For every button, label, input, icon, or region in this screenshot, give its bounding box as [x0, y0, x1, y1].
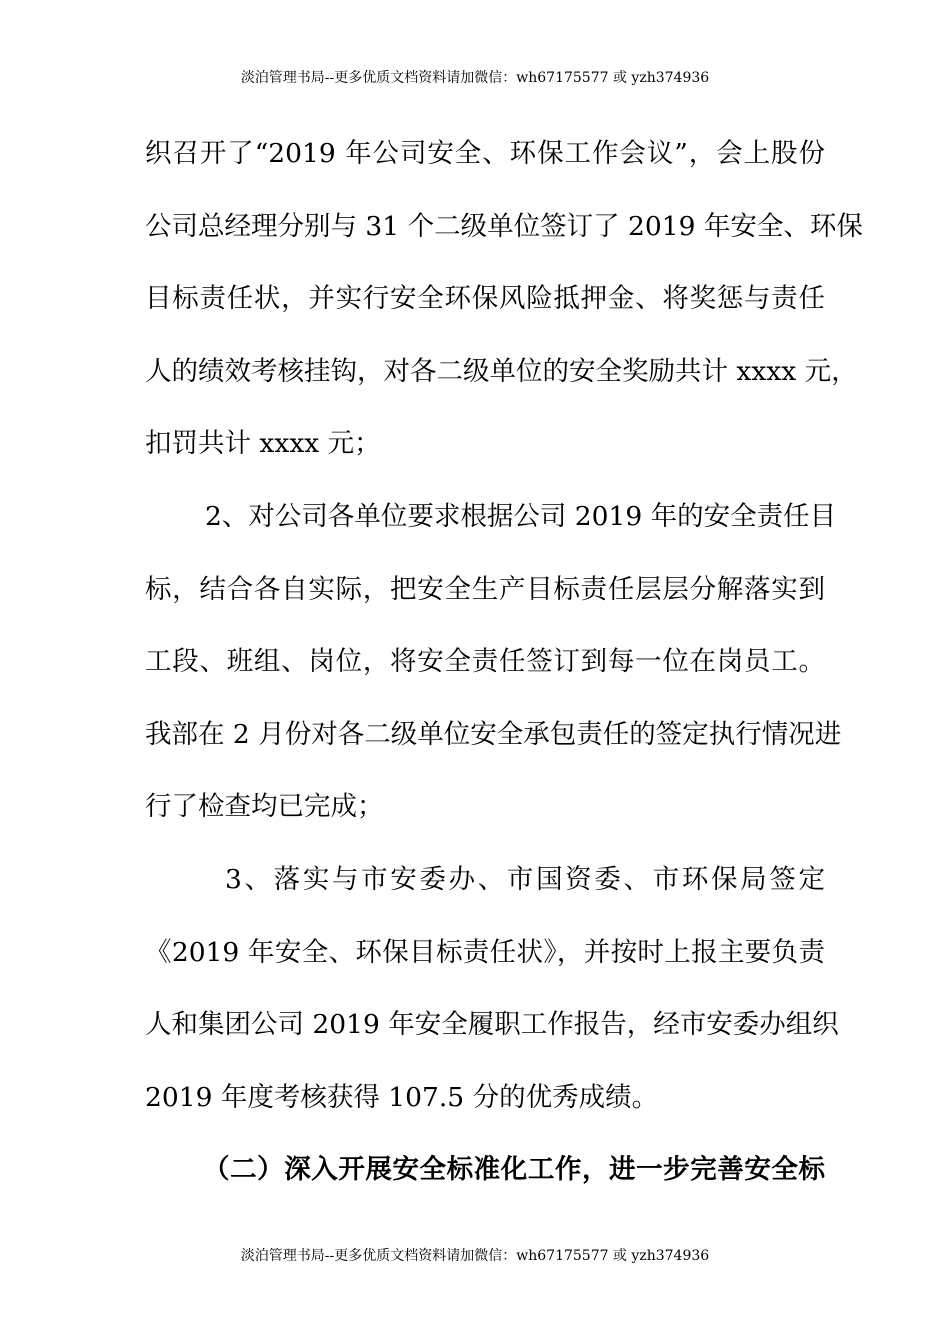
body-line: 2019 年度考核获得 107.5 分的优秀成绩。: [145, 1081, 659, 1113]
body-line: 2、对公司各单位要求根据公司 2019 年的安全责任目: [205, 500, 837, 532]
body-line: 人的绩效考核挂钩，对各二级单位的安全奖励共计 xxxx 元，: [145, 355, 858, 387]
body-line: 3、落实与市安委办、市国资委、市环保局签定: [225, 863, 825, 895]
body-line: 标，结合各自实际，把安全生产目标责任层层分解落实到: [145, 573, 825, 605]
body-line: 工段、班组、岗位，将安全责任签订到每一位在岗员工。: [145, 646, 825, 678]
header-watermark: 淡泊管理书局--更多优质文档资料请加微信：wh67175577 或 yzh374936: [240, 70, 710, 86]
section-heading: （二）深入开展安全标准化工作，进一步完善安全标: [203, 1154, 825, 1186]
document-body: [145, 130, 863, 1219]
body-line: 织召开了“2019 年公司安全、环保工作会议”，会上股份: [145, 138, 825, 169]
body-line: 扣罚共计 xxxx 元；: [145, 428, 381, 460]
body-line: 人和集团公司 2019 年安全履职工作报告，经市安委办组织: [145, 1009, 839, 1041]
body-line: 行了检查均已完成；: [145, 791, 384, 823]
footer-watermark: 淡泊管理书局--更多优质文档资料请加微信：wh67175577 或 yzh374936: [240, 1248, 710, 1264]
body-line: 《2019 年安全、环保目标责任状》，并按时上报主要负责: [145, 936, 825, 968]
body-line: 公司总经理分别与 31 个二级单位签订了 2019 年安全、环保: [145, 210, 863, 242]
body-line: 我部在 2 月份对各二级单位安全承包责任的签定执行情况进: [145, 718, 842, 750]
body-line: 目标责任状，并实行安全环保风险抵押金、将奖惩与责任: [145, 283, 825, 315]
